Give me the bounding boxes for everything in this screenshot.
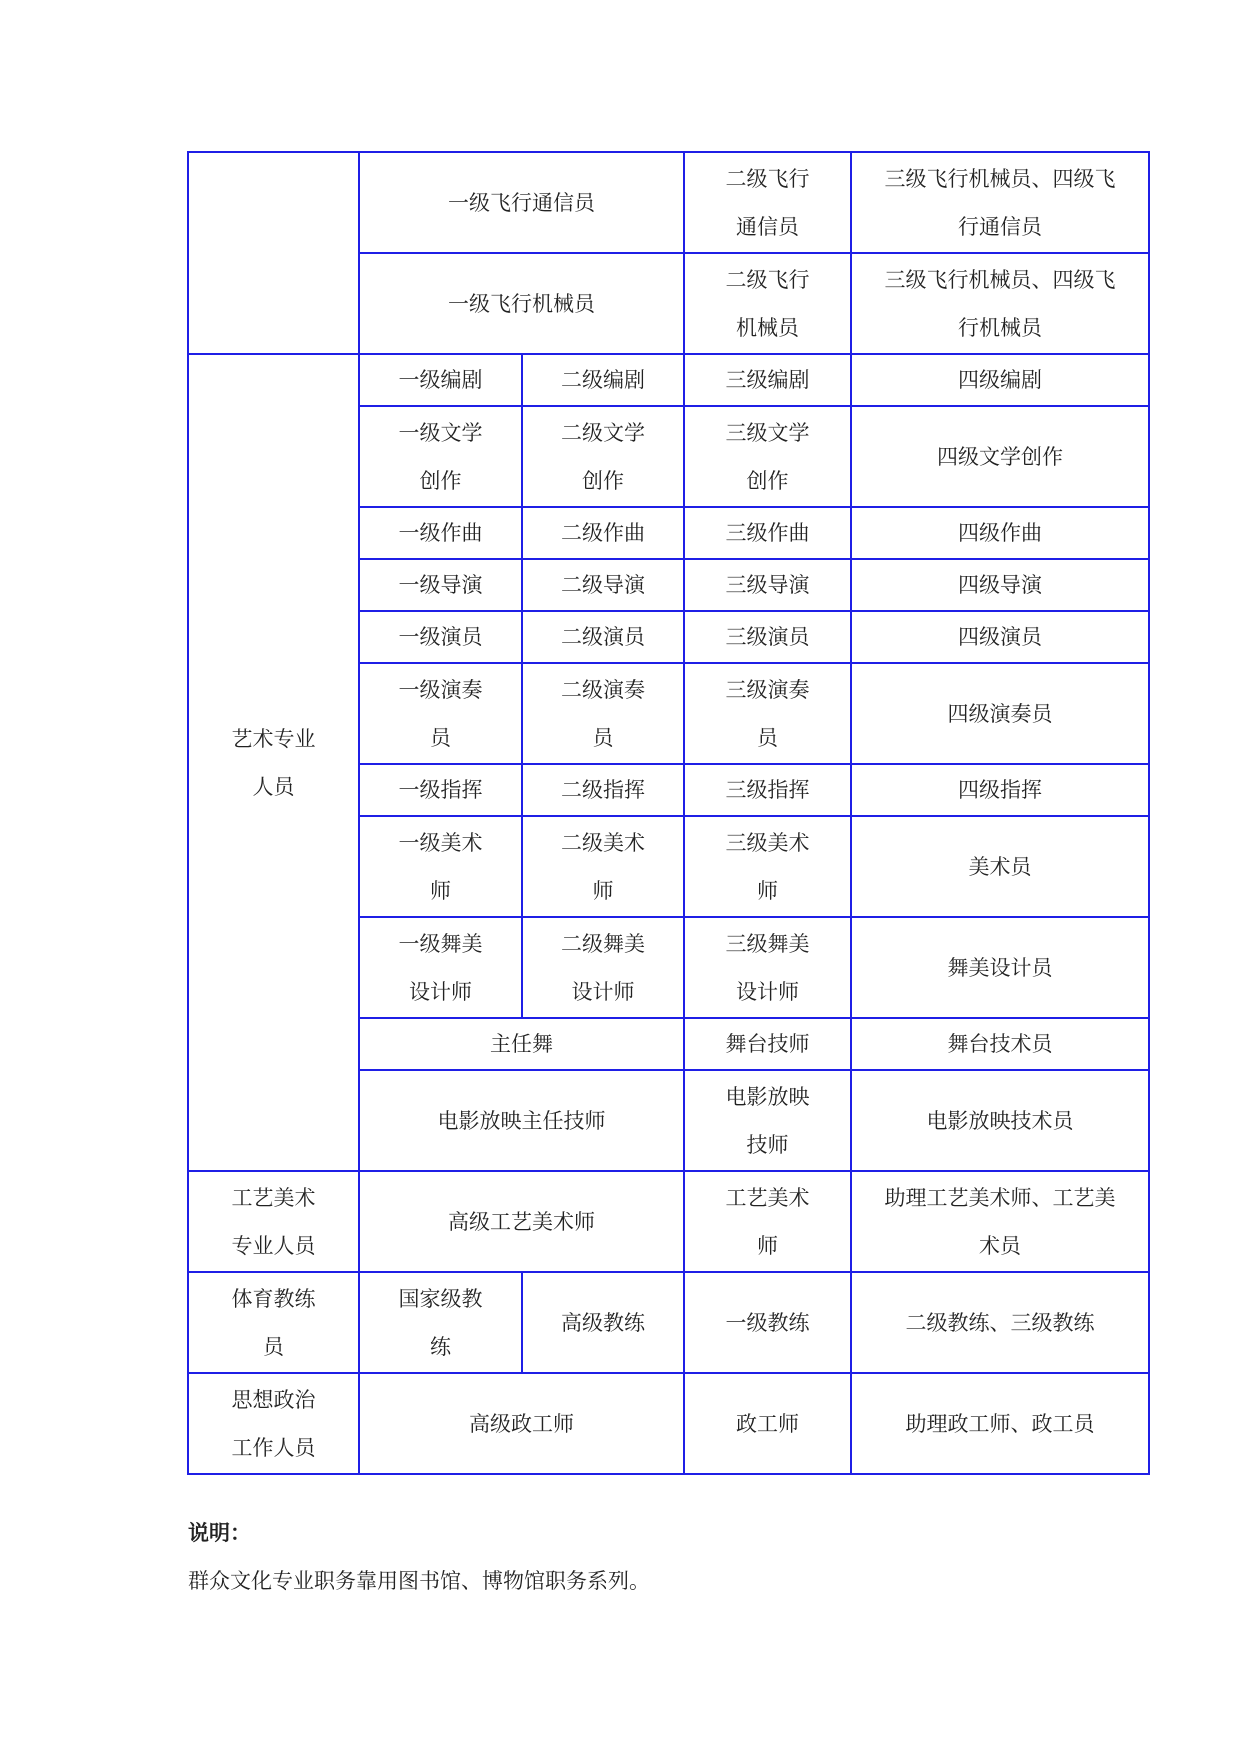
junior-title-cell: 二级教练、三级教练	[851, 1272, 1149, 1373]
deputy-senior-title-cell: 二级演员	[522, 611, 684, 663]
intermediate-title-cell: 三级编剧	[684, 354, 851, 406]
intermediate-title-cell: 二级飞行机械员	[684, 253, 851, 354]
position-table	[187, 151, 1150, 1475]
intermediate-title-cell: 三级美术师	[684, 816, 851, 917]
senior-title-cell: 高级工艺美术师	[359, 1171, 684, 1272]
category-cell: 体育教练员	[188, 1272, 359, 1373]
intermediate-title-cell: 二级飞行通信员	[684, 152, 851, 253]
senior-title-cell: 一级文学创作	[359, 406, 522, 507]
junior-title-cell: 四级演员	[851, 611, 1149, 663]
table-row	[188, 1171, 1149, 1272]
senior-title-cell: 一级指挥	[359, 764, 522, 816]
senior-title-cell: 一级演奏员	[359, 663, 522, 764]
junior-title-cell: 四级编剧	[851, 354, 1149, 406]
senior-title-cell: 一级飞行机械员	[359, 253, 684, 354]
table-row	[188, 152, 1149, 253]
deputy-senior-title-cell: 二级舞美设计师	[522, 917, 684, 1018]
senior-title-cell: 国家级教练	[359, 1272, 522, 1373]
junior-title-cell: 三级飞行机械员、四级飞行通信员	[851, 152, 1149, 253]
deputy-senior-title-cell: 二级编剧	[522, 354, 684, 406]
intermediate-title-cell: 三级指挥	[684, 764, 851, 816]
junior-title-cell: 助理政工师、政工员	[851, 1373, 1149, 1474]
senior-title-cell: 高级政工师	[359, 1373, 684, 1474]
table-row	[188, 1373, 1149, 1474]
category-cell: 艺术专业人员	[188, 354, 359, 1171]
junior-title-cell: 美术员	[851, 816, 1149, 917]
junior-title-cell: 三级飞行机械员、四级飞行机械员	[851, 253, 1149, 354]
junior-title-cell: 舞台技术员	[851, 1018, 1149, 1070]
junior-title-cell: 电影放映技术员	[851, 1070, 1149, 1171]
junior-title-cell: 四级指挥	[851, 764, 1149, 816]
senior-title-cell: 一级美术师	[359, 816, 522, 917]
intermediate-title-cell: 一级教练	[684, 1272, 851, 1373]
deputy-senior-title-cell: 二级作曲	[522, 507, 684, 559]
intermediate-title-cell: 政工师	[684, 1373, 851, 1474]
senior-title-cell: 主任舞	[359, 1018, 684, 1070]
intermediate-title-cell: 电影放映技师	[684, 1070, 851, 1171]
deputy-senior-title-cell: 二级指挥	[522, 764, 684, 816]
deputy-senior-title-cell: 二级美术师	[522, 816, 684, 917]
table-row	[188, 354, 1149, 406]
notes-title: 说明：	[188, 1520, 251, 1545]
deputy-senior-title-cell: 二级导演	[522, 559, 684, 611]
intermediate-title-cell: 舞台技师	[684, 1018, 851, 1070]
senior-title-cell: 电影放映主任技师	[359, 1070, 684, 1171]
senior-title-cell: 一级舞美设计师	[359, 917, 522, 1018]
junior-title-cell: 四级导演	[851, 559, 1149, 611]
category-cell	[188, 152, 359, 354]
intermediate-title-cell: 三级演奏员	[684, 663, 851, 764]
junior-title-cell: 四级作曲	[851, 507, 1149, 559]
table-row	[188, 1272, 1149, 1373]
senior-title-cell: 一级导演	[359, 559, 522, 611]
senior-title-cell: 一级作曲	[359, 507, 522, 559]
intermediate-title-cell: 三级导演	[684, 559, 851, 611]
intermediate-title-cell: 三级文学创作	[684, 406, 851, 507]
intermediate-title-cell: 工艺美术师	[684, 1171, 851, 1272]
category-cell: 工艺美术专业人员	[188, 1171, 359, 1272]
senior-title-cell: 一级编剧	[359, 354, 522, 406]
junior-title-cell: 助理工艺美术师、工艺美术员	[851, 1171, 1149, 1272]
junior-title-cell: 四级演奏员	[851, 663, 1149, 764]
senior-title-cell: 一级演员	[359, 611, 522, 663]
junior-title-cell: 四级文学创作	[851, 406, 1149, 507]
intermediate-title-cell: 三级作曲	[684, 507, 851, 559]
deputy-senior-title-cell: 高级教练	[522, 1272, 684, 1373]
deputy-senior-title-cell: 二级演奏员	[522, 663, 684, 764]
deputy-senior-title-cell: 二级文学创作	[522, 406, 684, 507]
junior-title-cell: 舞美设计员	[851, 917, 1149, 1018]
notes-body: 群众文化专业职务靠用图书馆、博物馆职务系列。	[188, 1569, 650, 1593]
senior-title-cell: 一级飞行通信员	[359, 152, 684, 253]
category-cell: 思想政治工作人员	[188, 1373, 359, 1474]
intermediate-title-cell: 三级舞美设计师	[684, 917, 851, 1018]
intermediate-title-cell: 三级演员	[684, 611, 851, 663]
